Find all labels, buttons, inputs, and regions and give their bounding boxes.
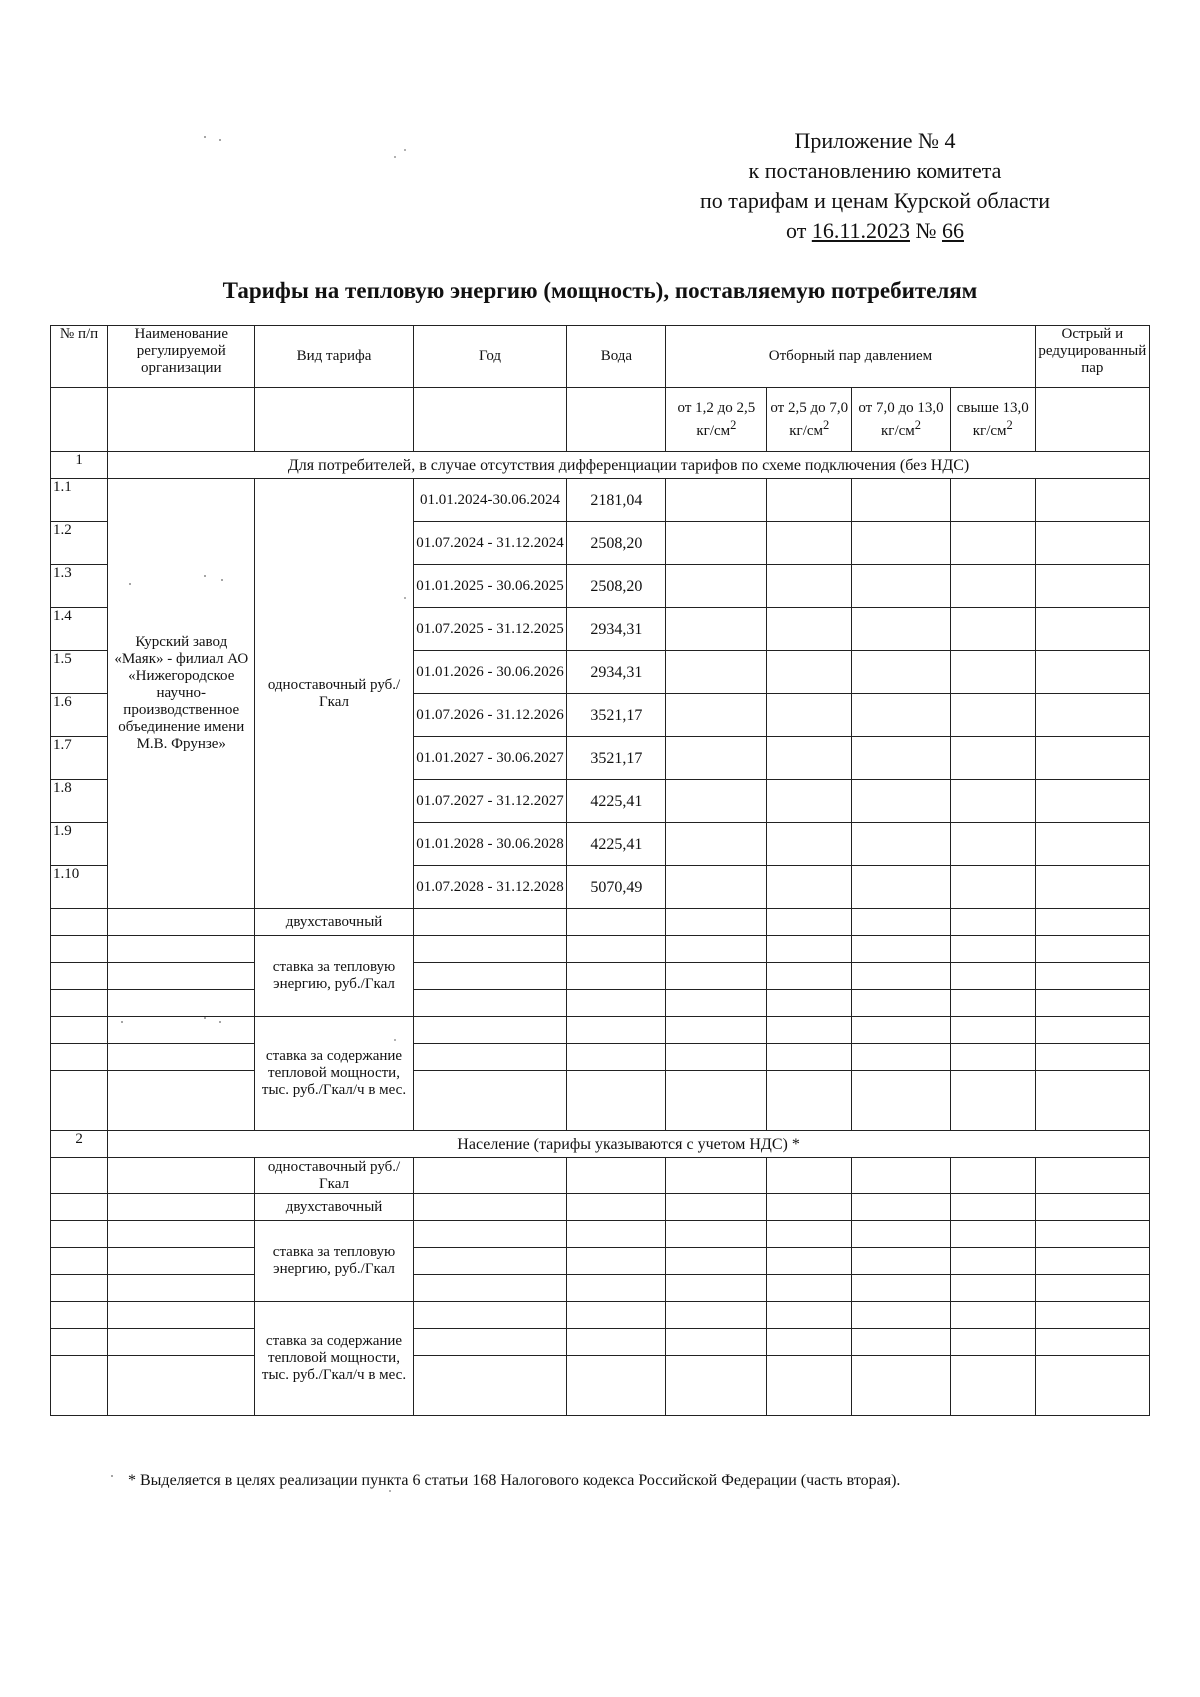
steam-range-4: свыше 13,0 $кг/см^2$	[950, 388, 1035, 452]
section2-label: Население (тарифы указываются с учетом НДС) *	[108, 1131, 1150, 1158]
row-number: 1.4	[51, 608, 108, 651]
appendix-committee: по тарифам и ценам Курской области	[699, 188, 1051, 213]
row-number: 1.5	[51, 651, 108, 694]
row-number: 1.1	[51, 479, 108, 522]
tariff-period: 01.07.2027 - 31.12.2027	[413, 780, 567, 823]
rate-capacity-label: ставка за содержание тепловой мощности, тыс. руб./Гкал/ч в мес.	[255, 1017, 413, 1131]
water-tariff-value: 2934,31	[567, 608, 666, 651]
water-tariff-value: 5070,49	[567, 866, 666, 909]
water-tariff-value: 4225,41	[567, 823, 666, 866]
section1-label: Для потребителей, в случае отсутствия дифференциации тарифов по схеме подключения (без НДС)	[108, 452, 1150, 479]
water-tariff-value: 2181,04	[567, 479, 666, 522]
footnote: * Выделяется в целях реализации пункта 6 статьи 168 Налогового кодекса Российской Федерации (часть вторая).	[128, 1472, 901, 1489]
section2-num: 2	[51, 1131, 108, 1158]
number-prefix: №	[915, 218, 937, 243]
tariff-type-single: одноставочный руб./Гкал	[255, 1158, 413, 1194]
row-number: 1.6	[51, 694, 108, 737]
row-number: 1.9	[51, 823, 108, 866]
row-number: 1.3	[51, 565, 108, 608]
tariff-period: 01.07.2026 - 31.12.2026	[413, 694, 567, 737]
steam-range-1: от 1,2 до 2,5 $кг/см^2$	[666, 388, 767, 452]
steam-range-3: от 7,0 до 13,0 $кг/см^2$	[852, 388, 951, 452]
col-header-year: Год	[413, 326, 567, 388]
row-number: 1.2	[51, 522, 108, 565]
organization-name: Курский завод «Маяк» - филиал АО «Нижегородское научно-производственное объединение имени М.В. Фрунзе»	[108, 479, 255, 909]
resolution-number: 66	[942, 218, 964, 243]
col-header-water: Вода	[567, 326, 666, 388]
col-header-num: № п/п	[51, 326, 108, 388]
col-header-sharp-steam: Острый и редуцированный пар	[1035, 326, 1149, 388]
section1-num: 1	[51, 452, 108, 479]
steam-range-2: от 2,5 до 7,0 $кг/см^2$	[767, 388, 852, 452]
tariff-period: 01.01.2027 - 30.06.2027	[413, 737, 567, 780]
tariff-period: 01.07.2024 - 31.12.2024	[413, 522, 567, 565]
water-tariff-value: 3521,17	[567, 737, 666, 780]
appendix-number: Приложение № 4	[794, 128, 956, 153]
water-tariff-value: 3521,17	[567, 694, 666, 737]
water-tariff-value: 2934,31	[567, 651, 666, 694]
rate-energy-label: ставка за тепловую энергию, руб./Гкал	[255, 1221, 413, 1302]
tariff-period: 01.07.2025 - 31.12.2025	[413, 608, 567, 651]
row-number: 1.7	[51, 737, 108, 780]
rate-capacity-label: ставка за содержание тепловой мощности, тыс. руб./Гкал/ч в мес.	[255, 1302, 413, 1416]
tariff-period: 01.01.2026 - 30.06.2026	[413, 651, 567, 694]
rate-energy-label: ставка за тепловую энергию, руб./Гкал	[255, 936, 413, 1017]
document-title: Тарифы на тепловую энергию (мощность), поставляемую потребителям	[222, 278, 978, 303]
appendix-ref: к постановлению комитета	[748, 158, 1002, 183]
tariff-period: 01.01.2028 - 30.06.2028	[413, 823, 567, 866]
tariff-type-single: одноставочный руб./Гкал	[255, 479, 413, 909]
col-header-org: Наименование регулируемой организации	[108, 326, 255, 388]
water-tariff-value: 4225,41	[567, 780, 666, 823]
tariff-type-two-part: двухставочный	[255, 909, 413, 936]
row-number: 1.10	[51, 866, 108, 909]
water-tariff-value: 2508,20	[567, 565, 666, 608]
water-tariff-value: 2508,20	[567, 522, 666, 565]
resolution-date: 16.11.2023	[811, 218, 910, 243]
tariff-period: 01.01.2024-30.06.2024	[413, 479, 567, 522]
col-header-steam: Отборный пар давлением	[666, 326, 1035, 388]
row-number: 1.8	[51, 780, 108, 823]
tariff-period: 01.07.2028 - 31.12.2028	[413, 866, 567, 909]
tariff-period: 01.01.2025 - 30.06.2025	[413, 565, 567, 608]
tariff-type-two-part: двухставочный	[255, 1194, 413, 1221]
date-prefix: от	[785, 218, 807, 243]
col-header-tariff-type: Вид тарифа	[255, 326, 413, 388]
